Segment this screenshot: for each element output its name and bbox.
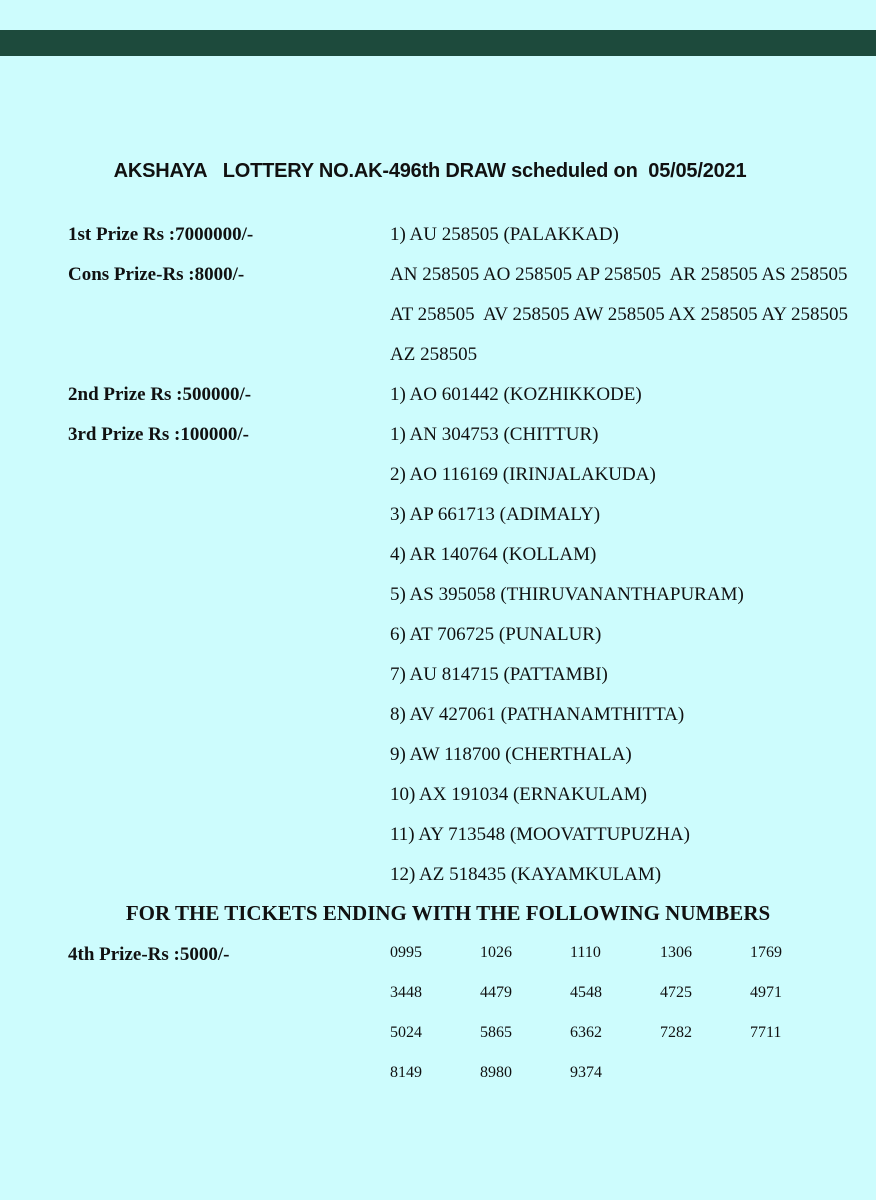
cons-prize-row	[0, 304, 876, 330]
third-prize-winner: 9) AW 118700 (CHERTHALA)	[390, 744, 632, 765]
third-prize-row	[0, 864, 876, 890]
ending-number: 7282	[660, 1024, 692, 1041]
ending-number: 3448	[390, 984, 422, 1001]
ending-number: 7711	[750, 1024, 782, 1041]
third-prize-row	[0, 544, 876, 570]
third-prize-row	[0, 744, 876, 770]
ending-number: 4479	[480, 984, 512, 1001]
ending-number: 5024	[390, 1024, 422, 1041]
third-prize-row	[0, 664, 876, 690]
header-bar	[0, 30, 876, 56]
ending-number: 1306	[660, 944, 692, 961]
third-prize-row	[0, 824, 876, 850]
third-prize-row	[0, 584, 876, 610]
ending-number: 5865	[480, 1024, 512, 1041]
ending-number: 1769	[750, 944, 782, 961]
third-prize-winner: 10) AX 191034 (ERNAKULAM)	[390, 784, 648, 805]
third-prize-winner: 7) AU 814715 (PATTAMBI)	[390, 664, 608, 685]
ending-numbers-row	[390, 1064, 660, 1082]
ending-number: 4548	[570, 984, 602, 1001]
third-prize-row	[0, 424, 876, 450]
third-prize-label: 3rd Prize Rs :100000/-	[68, 424, 249, 445]
third-prize-winner: 11) AY 713548 (MOOVATTUPUZHA)	[390, 824, 690, 845]
third-prize-winner: 5) AS 395058 (THIRUVANANTHAPURAM)	[390, 584, 744, 605]
third-prize-row	[0, 504, 876, 530]
ending-number: 9374	[570, 1064, 602, 1081]
cons-prize-tickets-line: AT 258505 AV 258505 AW 258505 AX 258505 AY 258505	[390, 304, 849, 325]
third-prize-winner: 1) AN 304753 (CHITTUR)	[390, 424, 599, 445]
ending-numbers-header: FOR THE TICKETS ENDING WITH THE FOLLOWING NUMBERS	[125, 901, 771, 925]
cons-prize-row	[0, 344, 876, 370]
ending-number: 4725	[660, 984, 692, 1001]
third-prize-winner: 2) AO 116169 (IRINJALAKUDA)	[390, 464, 656, 485]
ending-number: 4971	[750, 984, 782, 1001]
ending-number: 8149	[390, 1064, 422, 1081]
third-prize-winner: 12) AZ 518435 (KAYAMKULAM)	[390, 864, 662, 885]
second-prize-row	[0, 384, 876, 410]
draw-title: AKSHAYA LOTTERY NO.AK-496th DRAW scheduled on 05/05/2021	[113, 160, 747, 182]
ending-number: 8980	[480, 1064, 512, 1081]
second-prize-label: 2nd Prize Rs :500000/-	[68, 384, 252, 405]
third-prize-row	[0, 624, 876, 650]
ending-number: 1026	[480, 944, 512, 961]
cons-prize-label: Cons Prize-Rs :8000/-	[68, 264, 245, 285]
cons-prize-row	[0, 264, 876, 290]
third-prize-winner: 8) AV 427061 (PATHANAMTHITTA)	[390, 704, 685, 725]
third-prize-row	[0, 464, 876, 490]
ending-number: 1110	[570, 944, 601, 961]
first-prize-row	[0, 224, 876, 250]
third-prize-winner: 3) AP 661713 (ADIMALY)	[390, 504, 601, 525]
cons-prize-tickets-line: AZ 258505	[390, 344, 478, 365]
ending-numbers-row	[390, 1024, 840, 1042]
ending-number: 0995	[390, 944, 422, 961]
first-prize-label: 1st Prize Rs :7000000/-	[68, 224, 254, 245]
first-prize-winner: 1) AU 258505 (PALAKKAD)	[390, 224, 619, 245]
second-prize-winner: 1) AO 601442 (KOZHIKKODE)	[390, 384, 642, 405]
cons-prize-tickets-line: AN 258505 AO 258505 AP 258505 AR 258505 AS 258505	[390, 264, 848, 285]
third-prize-winner: 6) AT 706725 (PUNALUR)	[390, 624, 602, 645]
ending-number: 6362	[570, 1024, 602, 1041]
fourth-prize-label: 4th Prize-Rs :5000/-	[68, 944, 230, 965]
third-prize-row	[0, 704, 876, 730]
ending-numbers-row	[390, 944, 840, 962]
third-prize-winner: 4) AR 140764 (KOLLAM)	[390, 544, 597, 565]
ending-numbers-row	[390, 984, 840, 1002]
third-prize-row	[0, 784, 876, 810]
